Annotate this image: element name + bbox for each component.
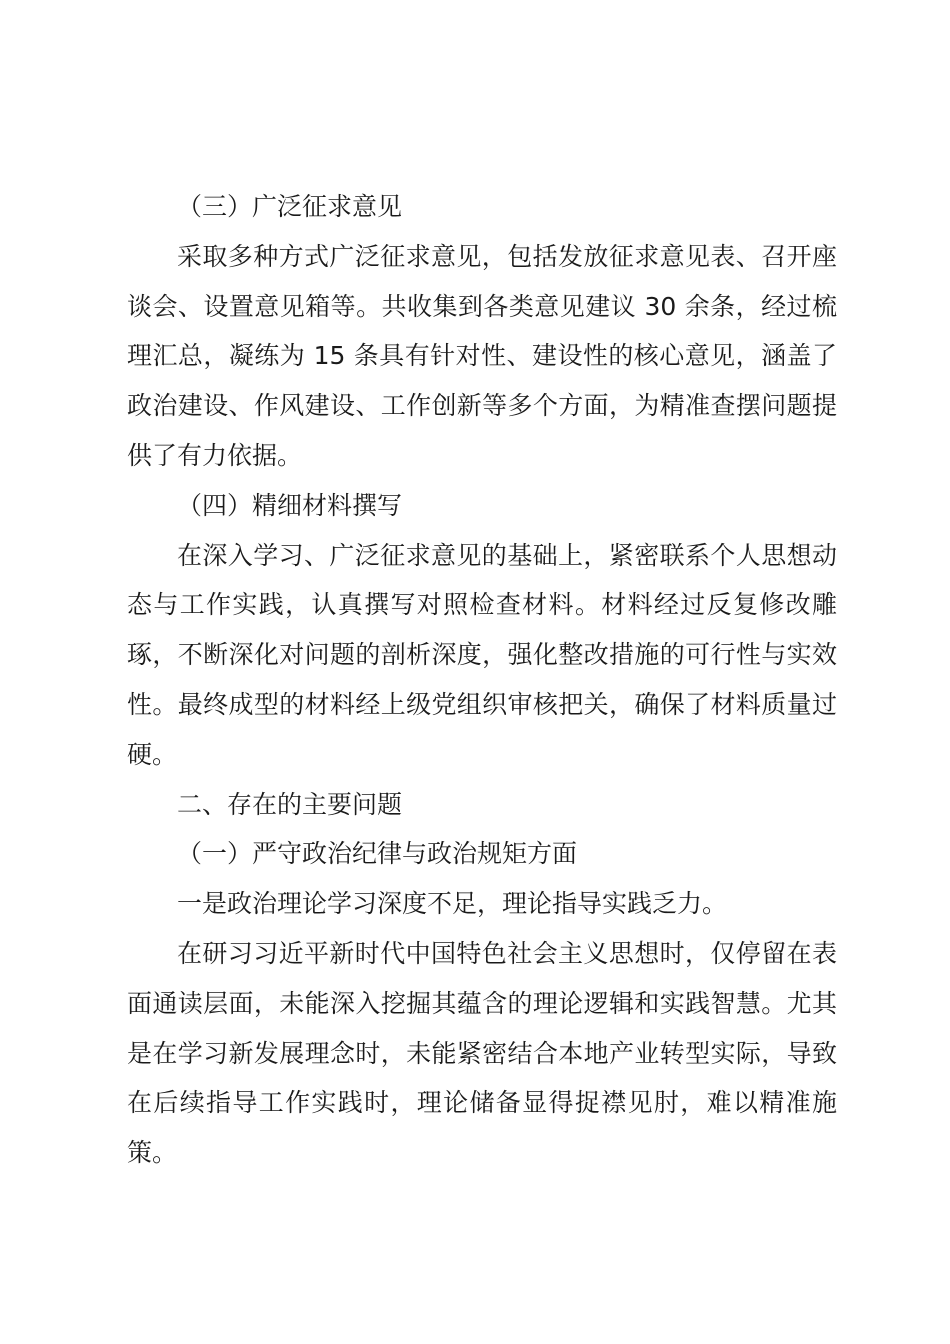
- paragraph-material-writing: 在深入学习、广泛征求意见的基础上，紧密联系个人思想动态与工作实践，认真撰写对照检查材料。材料经过反复修改雕琢，不断深化对问题的剖析深度，强化整改措施的可行性与实效性。最终成型的材料经上级党组织审核把关，确保了材料质量过硬。: [127, 540, 837, 769]
- paragraph-theory-study: 在研习习近平新时代中国特色社会主义思想时，仅停留在表面通读层面，未能深入挖掘其蕴含的理论逻辑和实践智慧。尤其是在学习新发展理念时，未能紧密结合本地产业转型实际，导致在后续指导工作实践时，理论储备显得捉襟见肘，难以精准施策。: [127, 938, 837, 1168]
- document-body: [127, 182, 837, 1178]
- chapter-heading-main-problems: 二、存在的主要问题: [177, 789, 403, 819]
- section-heading-material-writing: （四）精细材料撰写: [177, 490, 403, 520]
- section-heading-political-discipline: （一）严守政治纪律与政治规矩方面: [177, 839, 578, 869]
- point-heading-theory-study: 一是政治理论学习深度不足，理论指导实践乏力。: [177, 889, 728, 919]
- paragraph-solicit-opinions: 采取多种方式广泛征求意见，包括发放征求意见表、召开座谈会、设置意见箱等。共收集到各类意见建议 30 余条，经过梳理汇总，凝练为 15 条具有针对性、建设性的核心意见，涵盖了政治建设、作风建设、工作创新等多个方面，为精准查摆问题提供了有力依据。: [127, 241, 837, 470]
- section-heading-solicit-opinions: （三）广泛征求意见: [177, 192, 403, 221]
